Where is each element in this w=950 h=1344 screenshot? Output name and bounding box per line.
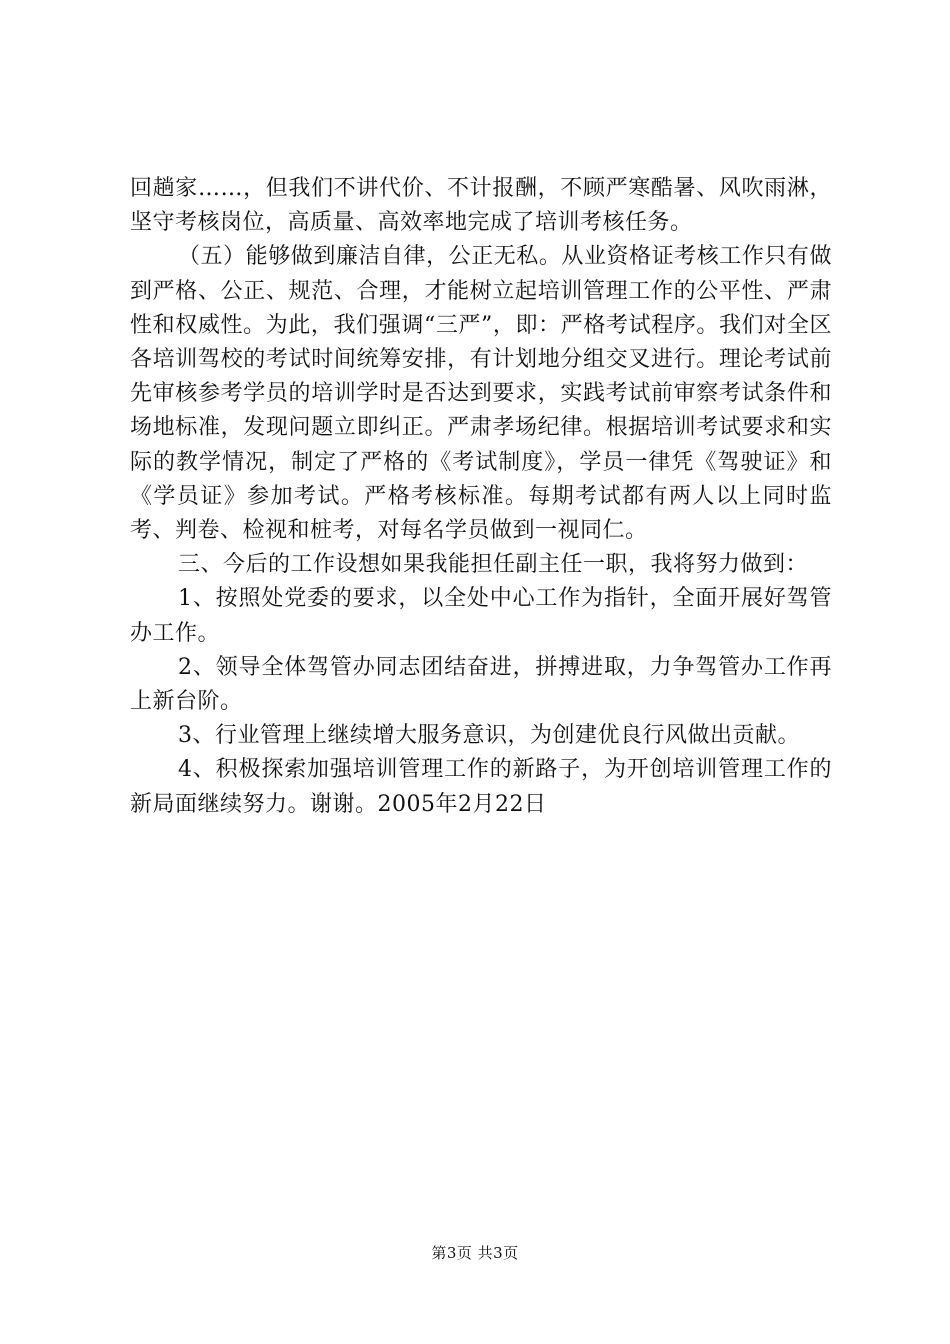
page-number-footer: 第3页 共3页 [431,1244,519,1262]
paragraph-section-five: （五）能够做到廉洁自律，公正无私。从业资格证考核工作只有做到严格、公正、规范、合理，才能树立起培训管理工作的公平性、严肃性和权威性。为此，我们强调“三严”，即：严格考试程序。我们对全区各培训驾校的考试时间统筹安排，有计划地分组交叉进行。理论考试前先审核参考学员的培训学时是否达到要求，实践考试前审察考试条件和场地标准，发现问题立即纠正。严肃孝场纪律。根据培训考试要求和实际的教学情况，制定了严格的《考试制度》，学员一律凭《驾驶证》和《学员证》参加考试。严格考核标准。每期考试都有两人以上同时监考、判卷、检视和桩考，对每名学员做到一视同仁。 [130,244,832,544]
list-item-1: 1、按照处党委的要求，以全处中心工作为指针，全面开展好驾管办工作。 [130,586,832,646]
paragraph-continuation: 回趟家……，但我们不讲代价、不计报酬，不顾严寒酷暑、风吹雨淋，坚守考核岗位，高质量、高效率地完成了培训考核任务。 [130,176,832,236]
list-item-4: 4、积极探索加强培训管理工作的新路子，为开创培训管理工作的新局面继续努力。谢谢。2005年2月22日 [130,757,832,817]
list-item-2: 2、领导全体驾管办同志团结奋进，拼搏进取，力争驾管办工作再上新台阶。 [130,654,832,715]
list-item-3: 3、行业管理上继续增大服务意识，为创建优良行风做出贡献。 [178,723,800,749]
paragraph-section-three: 三、今后的工作设想如果我能担任副主任一职，我将努力做到： [178,552,809,578]
body-text [130,172,832,822]
